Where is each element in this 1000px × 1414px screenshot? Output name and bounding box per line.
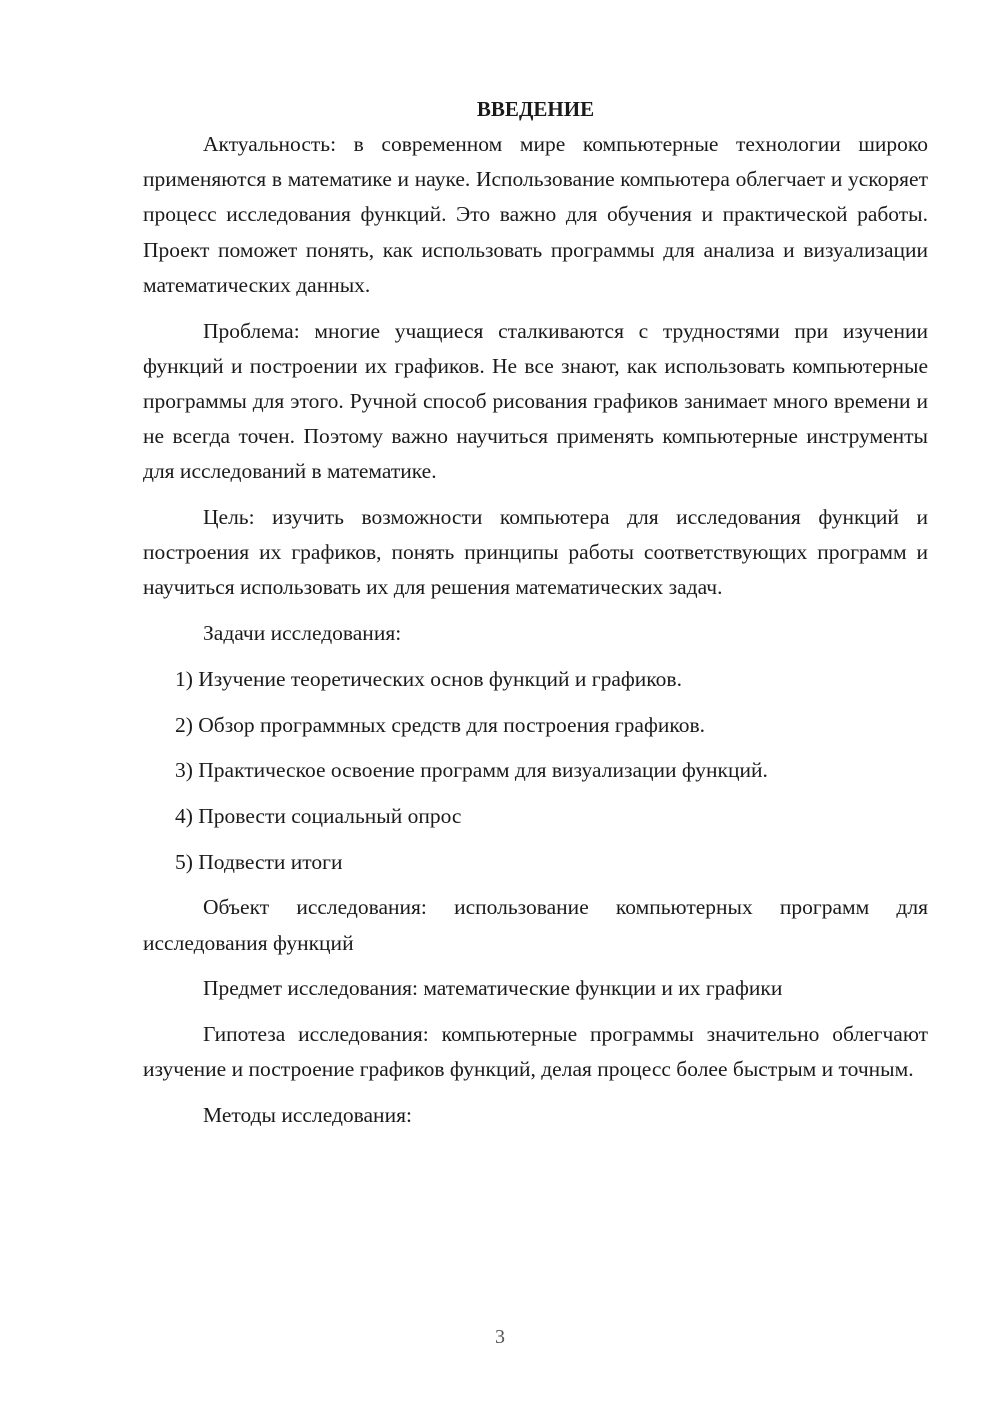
paragraph-hypothesis: Гипотеза исследования: компьютерные программы значительно облегчают изучение и построение графиков функций, делая процесс более быстрым и точным. <box>143 1021 928 1082</box>
list-item: 4) Провести социальный опрос <box>175 803 462 828</box>
page-number: 3 <box>495 1326 505 1348</box>
paragraph-relevance: Актуальность: в современном мире компьютерные технологии широко применяются в математике и науке. Использование компьютера облегчает и ускоряет процесс исследования функций. Это важно для обучения и практической работы. Проект поможет понять, как использовать программы для анализа и визуализации математических данных. <box>143 132 928 297</box>
paragraph-problem: Проблема: многие учащиеся сталкиваются с трудностями при изучении функций и построении их графиков. Не все знают, как использовать компьютерные программы для этого. Ручной способ рисования графиков занимает много времени и не всегда точен. Поэтому важно научиться применять компьютерные инструменты для исследований в математике. <box>143 318 928 484</box>
list-item: 3) Практическое освоение программ для визуализации функций. <box>175 758 768 783</box>
section-heading: ВВЕДЕНИЕ <box>476 97 595 121</box>
list-item: 2) Обзор программных средств для построения графиков. <box>175 712 706 737</box>
paragraph-tasks-intro: Задачи исследования: <box>203 621 402 646</box>
paragraph-subject: Предмет исследования: математические функции и их графики <box>203 976 783 1001</box>
list-item: 1) Изучение теоретических основ функций и графиков. <box>175 666 682 691</box>
paragraph-object: Объект исследования: использование компьютерных программ для исследования функций <box>143 895 928 955</box>
task-list <box>143 662 928 880</box>
paragraph-goal: Цель: изучить возможности компьютера для исследования функций и построения их графиков, понять принципы работы соответствующих программ и научиться использовать их для решения математических задач. <box>143 505 928 600</box>
paragraph-methods: Методы исследования: <box>203 1102 412 1127</box>
list-item: 5) Подвести итоги <box>175 849 343 874</box>
document-page <box>143 92 928 1144</box>
